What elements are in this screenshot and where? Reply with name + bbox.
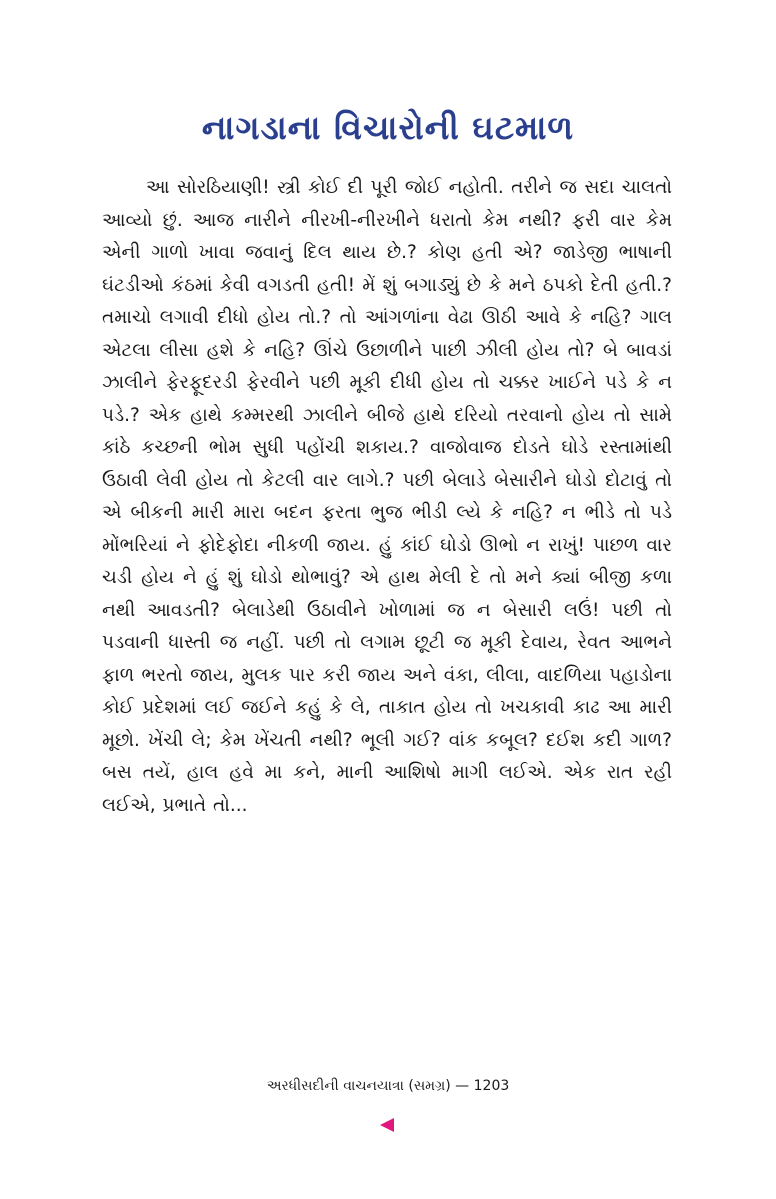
previous-page-icon[interactable] <box>380 1118 394 1132</box>
body-paragraph: આ સોરઠિયાણી! સ્ત્રી કોઈ દી પૂરી જોઈ નહોતી. તરીને જ સદા ચાલતો આવ્યો છું. આજ નારીને નીરખી-નીરખીને ધરાતો કેમ નથી? ફરી વાર કેમ એની ગાળો ખાવા જવાનું દિલ થાય છે.? કોણ હતી એ? જાડેજી ભાષાની ઘંટડીઓ કંઠમાં કેવી વગડતી હતી! મેં શું બગાડ્યું છે કે મને ઠપકો દેતી હતી.? તમાચો લગાવી દીધો હોય તો.? તો આંગળાંના વેઢા ઊઠી આવે કે નહિ? ગાલ એટલા લીસા હશે કે નહિ? ઊંચે ઉછાળીને પાછી ઝીલી હોય તો? બે બાવડાં ઝાલીને ફેરફૂદરડી ફેરવીને પછી મૂકી દીધી હોય તો ચક્કર ખાઈને પડે કે ન પડે.? એક હાથે કમ્મરથી ઝાલીને બીજે હાથે દરિયો તરવાનો હોય તો સામે કાંઠે કચ્છની ભોમ સુધી પહોંચી શકાય.? વાજોવાજ દોડતે ઘોડે રસ્તામાંથી ઉઠાવી લેવી હોય તો કેટલી વાર લાગે.? પછી બેલાડે બેસારીને ઘોડો દોટાવું તો એ બીકની મારી મારા બદન ફરતા ભુજ ભીડી લ્યે કે નહિ? ન ભીડે તો પડે મોંભરિયાં ને ફોદેફોદા નીકળી જાય. હું કાંઈ ઘોડો ઊભો ન રાખું! પાછળ વાર ચડી હોય ને હું શું ઘોડો થોભાવું? એ હાથ મેલી દે તો મને ક્યાં બીજી કળા નથી આવડતી? બેલાડેથી ઉઠાવીને ખોળામાં જ ન બેસારી લઉં! પછી તો પડવાની ધાસ્તી જ નહીં. પછી તો લગામ છૂટી જ મૂકી દેવાય, રેવત આભને ફાળ ભરતો જાય, મુલક પાર કરી જાય અને વંકા, લીલા, વાદળિયા પહાડોના કોઈ પ્રદેશમાં લઈ જઈને કહું કે લે, તાકાત હોય તો ખચકાવી કાઢ આ મારી મૂછો. ખેંચી લે; કેમ ખેંચતી નથી? ભૂલી ગઈ? વાંક કબૂલ? દઈશ કદી ગાળ? બસ તયેં, હાલ હવે મા કને, માની આશિષો માગી લઈએ. એક રાત રહી લઈએ, પ્રભાતે તો... <box>102 177 672 816</box>
page-title: નાગડાના વિચારોની ઘટમાળ <box>201 108 575 147</box>
page-footer: અરધીસદીની વાચનયાત્રા (સમગ્ર) — 1203 <box>266 1078 510 1094</box>
